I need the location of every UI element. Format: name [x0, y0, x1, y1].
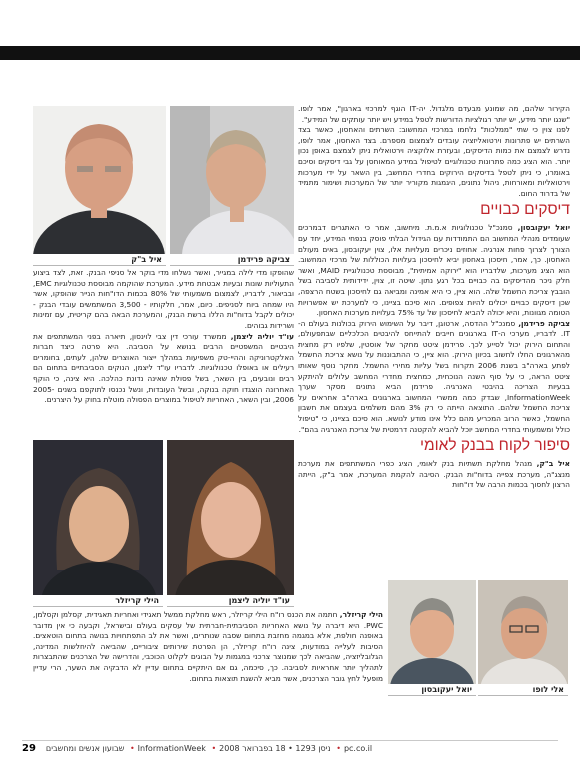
left-middle-text [33, 268, 294, 434]
paragraph-text: מנהל מחלקת תשתיות בנק לאומי, הציג כפרי המשתתפים את מערכת מנצג"ה, מערכת צפייה בדוח"ות הבנק. הסיבה להקמת המערכת, אמר ב"ק, הייתה הרצון לחסוך בכמות הרבה של דו"חות [298, 459, 570, 490]
paragraph-text: סמנכ"ל ההדסה, ארטוגן, דיבר על השימוש הירוק בכולנות בעולם ה-IT. לדבריו, מערכי ה-IT בארגונים חייבים להתייחס להיבטים הכלכליים שבתפעולם, והתחום הירוק יכול לסייע לכך. פרידמן ציטט מחקר של אוסטין, שלפיו רק מחצית מהארגונים החלו לחשוב בכיוון הירוק. הוא ציין, כי ההתבוננות על נושא צריכת החשמל לפתע בארה"ב בשנת 2006 תקרוח בשל עליות מחירי החשמל. מחקר נוסף שאותו ציטט הראה, כי על סוף השנה הנוכחית, כמחצית מחדרי המחשב עלולים להיתקע בבעיות הצריכה בהיבטי האנרגיה. פרידמן הביא נתונים מסקר שערך InformationWeek, שבדק כמה ממשרי המחשוב בארגונים בארה"ב אחראים על צריכת החשמל שלהם. התוצאה הייתה כי רק 3% מהם משלמים בעצמם את חשבון החשמל, כאשר הרוב המכריע מהם כלל אינו מודע לנושא. הוא סיכם בציינו, כי "טיפול כולל ומשמעותי בחדרי המחשב יוכל להביא להקטנה דרמטית של צריכת האנרגיה בהם". [298, 318, 570, 434]
paragraph-bank-reports: שהופקו מדי לילה במגייר, ואשר נשלחו מדי בוקר אל סניפי הבנק. זאת, לצד ביצוע התעוליות שונות ובעיות אבטחת מידע. המערכת שהוקמה מבוססת טכנולוגיות EMC, ובביאור, לדבריו, לצמצום משמעותי של 80% בכמות הדו"חות הנייר שהופקו, אשר היו שמחה ביוח לסניפים. כיום, אמר, חלקותיו - 3,500 המשתמשים עובדי הבנק - יכולים לקבל בדוח"ות הללו ברשת הבנק, והמערכת הבאה בהם קריטית, עם זמינות ושרידות גבוהים. [33, 268, 294, 330]
top-black-bar [0, 46, 580, 60]
speaker-name: יואל יעקובסון, [517, 223, 570, 233]
paragraph-text: ממשרד עורכי דין צבי לוינסון, תיארה בפני המשתתפים את היבטיים המשפטיים הרבים בנושא על הסביבה. היא פרטה כיצד חברות האלקטרוניקה וההיי-טק משפיעות במהלך ייצור האוצרים שלהן, לעתים, בחומרים רעילים או באופלו טכנולוגיות. לדבריו עו"ד ליצמן, הנוקים הסביבתיים בתחום הם רבים ונובעים, בין השאר, בשל פסולת שאינה נדונת כהלכה. היא צינה, כי הוקף האחרונה הוצגדו חוקה בנוקה, ובשל העובדות, ונשל נכנסו לתוקפם בשנים 2005-2006, ובין השאר, האחריות לטיפול במוצרים הפסולה מוטלת בחוק על היצרנים. [33, 331, 294, 405]
portrait-image [170, 106, 294, 254]
paragraph-text: חתמה את הכנס רו"ח הילי קריזלר, ראש מחלקת ממשל תאגידי ואחריות תאגידית, קסלמן וקסלמן, PWC. היא דיברה על נושא האחריות הסביבתית-חברתית של עסקים בעולם ובישראל, וקבעה כי אין מדובר באופנה חולפת, אלא במגמה מחזבת בתחום שסבה שנותרים, ואשר את לב התפתחויות בנושה בתחום הוטאצים. הסיבות לעלייה במודעות, צינה רו"ח קריזלר, הן הפרטת שירותים ציבוריים, שהביאה להיחלשות המדינה, הגלובליזציה, שהביאה לכך שמנוצר צרכני במגמות על הבוגים לקלוט הכוכבי, והדרישה של הצרכנים שהתבצרות לתהליך יותר אחראיות לסביבה. כך, סיכמה, גם אם היתקיים בתחום עדיין לא הדבקיה את השער, הרי עדיין מופעל לחץ גובר הצרכנים, אשר מביא להשגת תוצאות בתחום. [33, 610, 383, 683]
caption-yoel-jacobson: יואל יעקובסון [388, 684, 476, 696]
paragraph-kreizler [33, 610, 383, 684]
portrait-image [33, 440, 163, 595]
footer-info: pc.co.il• ניסן 1293 • 18 בפברואר 2008• InformationWeek• שבועון אנשים ומחשבים [45, 743, 373, 753]
right-text-column [298, 104, 570, 574]
paragraph-text: סמנכ"ל טכנולוגיות א.מ.ת. מיחשוב, אמר כי האתגרים דבמרכים שעומדים מנהלי המחשוב הם התמודדות עם הגידול הבלתי פוסק בנפחי המידע, יחד עם הצורך לצרוך פחות אנרגיה. אחוזים ניכרים מעלויות אלו, צוין יעקובסון, באים מעולם האחסון. כך, אמר, חיסכון באחסון יביא לחיסכון בעלויות הכוללות של מרכזי המחשוב. הוא הציג מערכות, שלדבריו הוא "ירוקה אמיתית", מבוססת טכנולוגיית MAID, ואשר חלק ניכר מהדיסקים בה כבויים בכל רגע נתון. שיטה זו, צוין, ידידותית לסביבה בשל הובבץ צריכת החשמל שלה. הוא ציין, כי היא אמינה ומביאה גם לחיסכון בשטח הרצפה, שכן דיסקים כבויים יכולים להיות צפופים. הוא סיכם בציינו, כי למערכת יש אפשרויות הטומה מגוונות, והיא יכולה להביא לחיסכון של עד 75% בעלויות מערכות האחסון. [298, 223, 570, 318]
paragraph-jacobson [298, 223, 570, 318]
photo-hili-kreizler [33, 440, 163, 595]
photo-eli-lupo [478, 580, 568, 684]
speaker-name: עו"ד יוליה ליצמן, [230, 331, 294, 341]
footer-magazine: InformationWeek [137, 743, 206, 753]
caption-eyal-bek: איל ב"ק [33, 254, 166, 266]
caption-eli-lupo: אלי לופו [478, 684, 568, 696]
speaker-name: איל ב"ק, [536, 459, 570, 469]
paragraph-virtualization: לפנו צוין כי שתי "ממלכות" נלחמו במרכזי המחשוב: השרתים והאחסון, כאשר בצד השרתים יש פתרונות וירטואליזציה עובדים לצמצום מספרם. בצד האחסון, אמר לופו, נדרש לצמצם את כמות הדיסקים, ובעזרת אלוקציה וירטואלית ניתן לצמצם באופן נכון יותר. הוא הציג כמה פתרונות טכנולוגיים לטיפול במידע המאוחסן על גבי דיסקים וסיכם באומרו, כי ניתן לטפל בדיסקים הירוקים בחדרי המחשב, בין השאר על ידי מערכות וירטואליות ומאורחות, ניהול נתונים, היגמגות מקוריר יותר של המערכות ושימור מתמיד של בדרוד החום. [298, 125, 570, 198]
section-heading-disks: דיסקים כבויים [480, 201, 570, 219]
paragraph-bek [298, 459, 570, 491]
paragraph-intro: הקירור שלהם, מה שמונע מבעדם מלגדול. יה-IT הוגף למרכזי בארגון", אמר לופו. "שנגו יותר מידע, יש יותר רגולציות הדורשות לטפל במידע ויש יותר עותקים של המידע". [298, 104, 570, 124]
portrait-image [167, 440, 294, 595]
photo-eyal-bek [33, 106, 166, 254]
page-footer [22, 740, 558, 755]
speaker-name: הילי קריזלר, [339, 610, 383, 619]
portrait-image [388, 580, 476, 684]
photo-yulia-litzman [167, 440, 294, 595]
caption-yulia-litzman: עו"ד יוליה ליצמן [167, 595, 294, 607]
caption-hili-kreizler: הילי קריזלר [33, 595, 163, 607]
footer-site: pc.co.il [343, 743, 373, 753]
portrait-image [33, 106, 166, 254]
photo-yoel-jacobson [388, 580, 476, 684]
section-heading-bank: סיפור לקוח בבנק לאומי [419, 437, 570, 455]
bottom-text [33, 610, 383, 734]
caption-zvika-friedman: צביקה פרידמן [170, 254, 294, 266]
portrait-image [478, 580, 568, 684]
photo-zvika-friedman [170, 106, 294, 254]
footer-tagline: שבועון אנשים ומחשבים [45, 743, 125, 753]
paragraph-litzman [33, 332, 294, 406]
paragraph-friedman [298, 319, 570, 436]
footer-date: ניסן 1293 • 18 בפברואר 2008 [219, 743, 331, 753]
page-number: 29 [22, 742, 36, 754]
speaker-name: צביקה פרידמן, [518, 318, 570, 328]
